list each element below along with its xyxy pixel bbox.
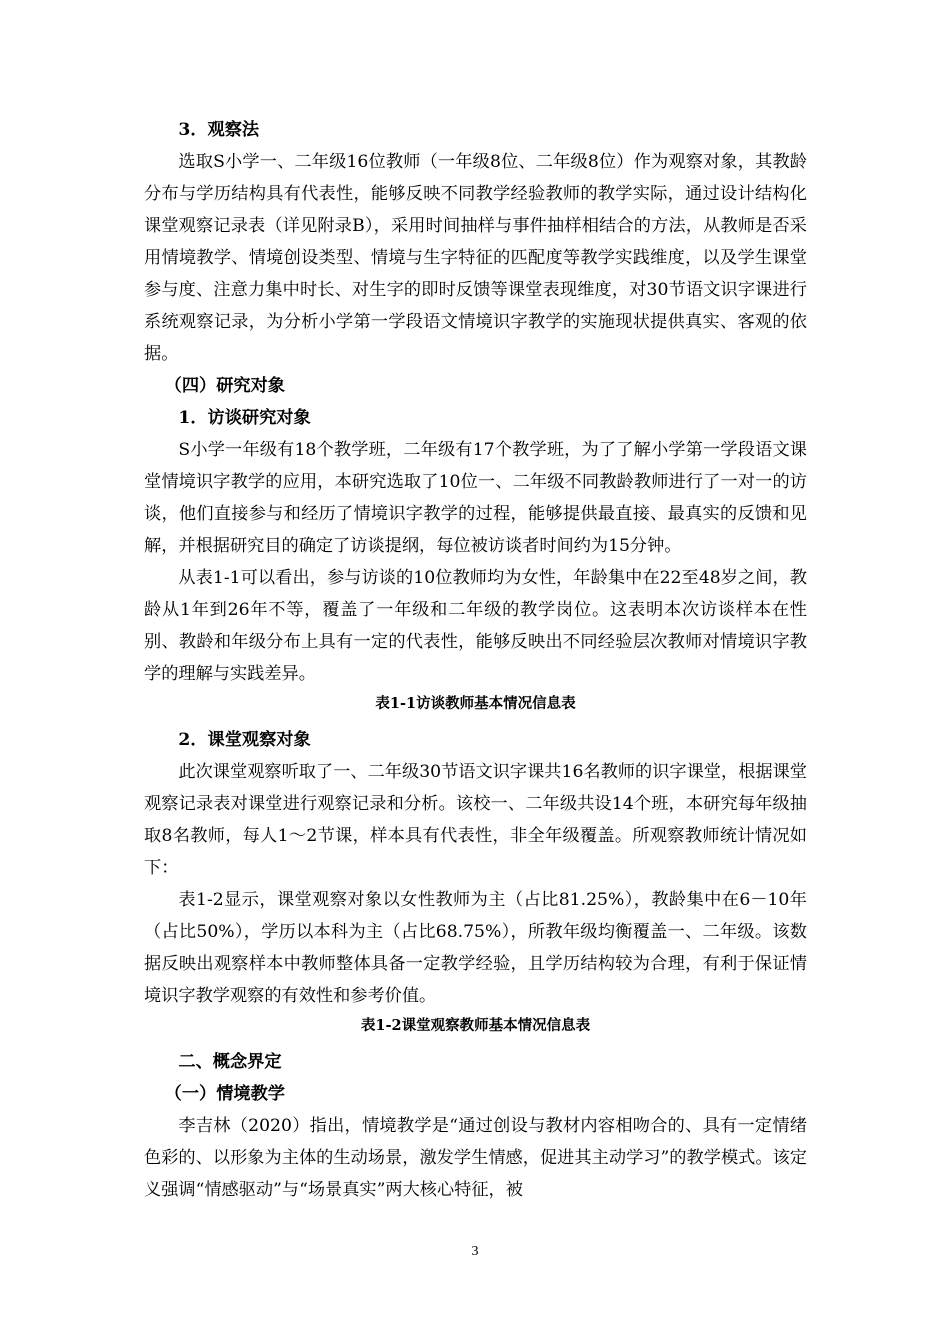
heading-concepts: 二、概念界定	[178, 1052, 282, 1072]
table-caption-1-1: 表1-1访谈教师基本情况信息表	[375, 695, 576, 712]
heading-classroom-subjects: 2．课堂观察对象	[178, 730, 311, 750]
paragraph-classroom-2: 表1-2显示，课堂观察对象以女性教师为主（占比81.25%），教龄集中在6－10年（占比50%），学历以本科为主（占比68.75%），所教年级均衡覆盖一、二年级。该数据反映出观察样本中教师整体具备一定教学经验，且学历结构较为合理，有利于保证情境识字教学观察的有效性和参考价值。	[144, 890, 807, 1006]
paragraph-situational-teaching: 李吉林（2020）指出，情境教学是“通过创设与教材内容相吻合的、具有一定情绪色彩的、以形象为主体的生动场景，激发学生情感，促进其主动学习”的教学模式。该定义强调“情感驱动”与“场景真实”两大核心特征，被	[144, 1116, 807, 1200]
paragraph-classroom-1: 此次课堂观察听取了一、二年级30节语文识字课共16名教师的识字课堂，根据课堂观察记录表对课堂进行观察记录和分析。该校一、二年级共设14个班，本研究每年级抽取8名教师，每人1～2节课，样本具有代表性，非全年级覆盖。所观察教师统计情况如下：	[144, 762, 807, 878]
paragraph-interview-2: 从表1-1可以看出，参与访谈的10位教师均为女性，年龄集中在22至48岁之间，教龄从1年到26年不等，覆盖了一年级和二年级的教学岗位。这表明本次访谈样本在性别、教龄和年级分布上具有一定的代表性，能够反映出不同经验层次教师对情境识字教学的理解与实践差异。	[144, 568, 807, 684]
table-caption-1-2: 表1-2课堂观察教师基本情况信息表	[360, 1017, 591, 1034]
heading-research-subjects: （四）研究对象	[164, 376, 285, 396]
heading-interview-subjects: 1．访谈研究对象	[178, 408, 311, 428]
paragraph-interview-1: S小学一年级有18个教学班，二年级有17个教学班，为了了解小学第一学段语文课堂情境识字教学的应用，本研究选取了10位一、二年级不同教龄教师进行了一对一的访谈，他们直接参与和经历了情境识字教学的过程，能够提供最直接、最真实的反馈和见解，并根据研究目的确定了访谈提纲，每位被访谈者时间约为15分钟。	[144, 440, 807, 556]
page-number: 3	[471, 1244, 479, 1259]
heading-situational-teaching: （一）情境教学	[164, 1084, 285, 1104]
paragraph-observation-method: 选取S小学一、二年级16位教师（一年级8位、二年级8位）作为观察对象，其教龄分布与学历结构具有代表性，能够反映不同教学经验教师的教学实际，通过设计结构化课堂观察记录表（详见附录B），采用时间抽样与事件抽样相结合的方法，从教师是否采用情境教学、情境创设类型、情境与生字特征的匹配度等教学实践维度，以及学生课堂参与度、注意力集中时长、对生字的即时反馈等课堂表现维度，对30节语文识字课进行系统观察记录，为分析小学第一学段语文情境识字教学的实施现状提供真实、客观的依据。	[144, 152, 807, 364]
page-body	[144, 114, 807, 1206]
heading-observation-method: 3．观察法	[178, 120, 260, 140]
